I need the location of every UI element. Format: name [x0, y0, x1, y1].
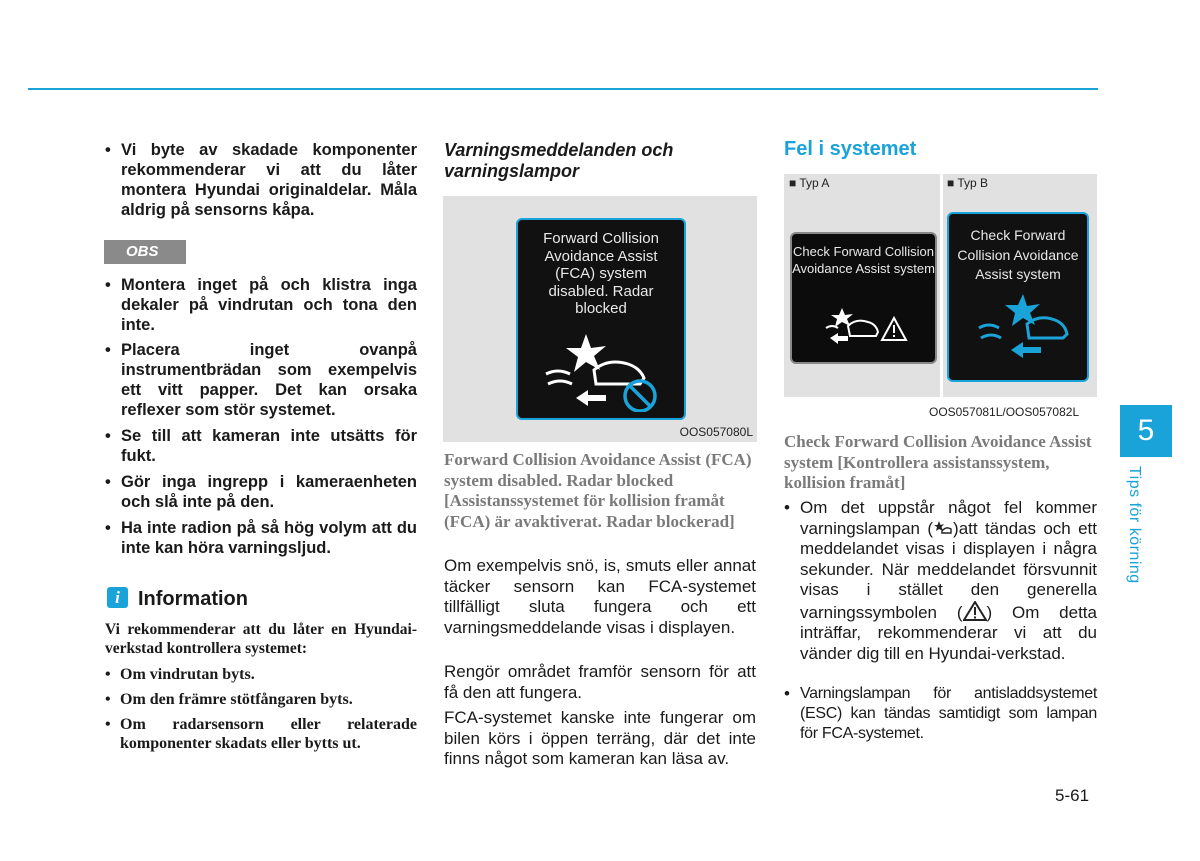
bullet-text-part: ) Om detta inträffar, rekommenderar vi att du vänder dig till en Hyundai-verkstad. [800, 602, 1097, 663]
bullet-text-part: )att tändas och ett meddelandet visas i displayen i några sekunder. När meddelandet försvunnit visas i stället den generella varningssymbolen ( [800, 518, 1097, 622]
list-item: • Om det uppstår något fel kommer varningslampan ( )att tändas och ett meddelandet visas i displayen i några sekunder. När meddelandet försvunnit visas i stället den generella varningssymbolen ( ) Om detta inträffar, rekommenderar vi att du vänder dig till en Hyundai-verkstad. [784, 498, 1097, 663]
figure-code: OOS057081L/OOS057082L [929, 405, 1080, 419]
figure-system-fault [784, 174, 1097, 397]
cluster-screen [516, 218, 686, 420]
cluster-screen-type-b [947, 212, 1089, 382]
bullet-text: Om vindrutan byts. [120, 666, 255, 683]
section-heading: Fel i systemet [784, 138, 917, 160]
screen-text: Check Forward Collision Avoidance Assist system [792, 244, 935, 276]
arrow-left-icon [830, 333, 848, 344]
figure-code: OOS057080L [679, 425, 753, 439]
arrow-left-icon [1011, 342, 1041, 358]
chapter-number: 5 [1120, 405, 1172, 457]
bullet-text: Gör inga ingrepp i kameraenheten och slå inte på den. [121, 473, 417, 511]
section-heading: Varningsmeddelanden och varningslampor [444, 140, 674, 181]
collision-star-icon [1005, 294, 1040, 326]
list-item: • Montera inget på och klistra inga dekaler på vindrutan och tona den inte. [105, 276, 417, 334]
info-intro: Vi rekommenderar att du låter en Hyundai-verkstad kontrollera systemet: [105, 621, 417, 657]
screen-text: Forward Collision Avoidance Assist (FCA) system disabled. Radar blocked [543, 230, 659, 317]
list-item: • Varningslampan för antisladdsystemet (ESC) kan tändas samtidigt som lampan för FCA-systemet. [784, 684, 1097, 742]
figure-fca-disabled [443, 196, 757, 442]
info-icon: i [107, 587, 128, 608]
type-a-label: ■ Typ A [789, 176, 830, 190]
type-b-label: ■ Typ B [947, 176, 989, 190]
screen-text: Check Forward Collision Avoidance Assist system [957, 227, 1079, 282]
list-item: • Om vindrutan byts. [105, 665, 417, 684]
cluster-screen-type-a [790, 232, 937, 364]
info-title: Information [138, 588, 248, 610]
list-item: • Om radarsensorn eller relaterade komponenter skadats eller bytts ut. [105, 716, 417, 752]
bullet-text: Montera inget på och klistra inga dekaler på vindrutan och tona den inte. [121, 276, 417, 334]
warning-triangle-icon [882, 318, 906, 340]
collision-warning-icon [933, 520, 953, 536]
bullet-text: Varningslampan för antisladdsystemet (ESC) kan tändas samtidigt som lampan för FCA-systemet. [800, 685, 1097, 742]
list-item: • Om den främre stötfångaren byts. [105, 690, 417, 709]
car-front-icon [848, 321, 878, 336]
figure-caption: Forward Collision Avoidance Assist (FCA) system disabled. Radar blocked [Assistanssystemet för kollision framåt (FCA) är avaktiverat. Radar blockerad] [444, 450, 752, 531]
list-item: • Placera inget ovanpå instrumentbrädan som exempelvis ett vitt papper. Det kan orsaka reflexer som stör systemet. [105, 341, 417, 419]
arrow-left-icon [576, 390, 606, 406]
bullet-text: Placera inget ovanpå instrumentbrädan som exempelvis ett vitt papper. Det kan orsaka reflexer som stör systemet. [121, 341, 417, 419]
car-front-icon [1027, 318, 1067, 338]
warning-triangle-icon [963, 601, 987, 621]
bullet-text: Ha inte radion på så hög volym att du inte kan höra varningsljud. [121, 519, 417, 557]
paragraph: FCA-systemet kanske inte fungerar om bilen körs i öppen terräng, där det inte finns något som kameran kan läsa av. [444, 708, 756, 768]
chapter-title: Tips för körning [1126, 466, 1143, 584]
bullet-text: Vi byte av skadade komponenter rekommenderar vi att du låter montera Hyundai originaldelar. Måla aldrig på sensorns kåpa. [121, 141, 417, 219]
figure-caption: Check Forward Collision Avoidance Assist system [Kontrollera assistanssystem, kollision framåt] [784, 432, 1092, 492]
header-rule [28, 88, 1098, 90]
paragraph: Om exempelvis snö, is, smuts eller annat täcker sensorn kan FCA-systemet tillfälligt sluta fungera och ett varningsmeddelande visas i displayen. [444, 556, 756, 637]
list-item: • Ha inte radion på så hög volym att du inte kan höra varningsljud. [105, 519, 417, 557]
page-number: 5-61 [1055, 786, 1090, 805]
bullet-text: Se till att kameran inte utsätts för fukt. [121, 427, 417, 465]
list-item: • Vi byte av skadade komponenter rekommenderar vi att du låter montera Hyundai originaldelar. Måla aldrig på sensorns kåpa. [105, 141, 417, 219]
paragraph: Rengör området framför sensorn för att få den att fungera. [444, 662, 756, 702]
bullet-text: Om den främre stötfångaren byts. [120, 691, 353, 708]
obs-label: OBS [104, 240, 186, 264]
list-item: • Se till att kameran inte utsätts för fukt. [105, 427, 417, 465]
bullet-text-part: Om det uppstår något fel kommer varningslampan ( [800, 498, 1097, 538]
list-item: • Gör inga ingrepp i kameraenheten och slå inte på den. [105, 473, 417, 511]
figure-divider [940, 174, 943, 397]
bullet-text: Om radarsensorn eller relaterade komponenter skadats eller bytts ut. [120, 716, 417, 752]
